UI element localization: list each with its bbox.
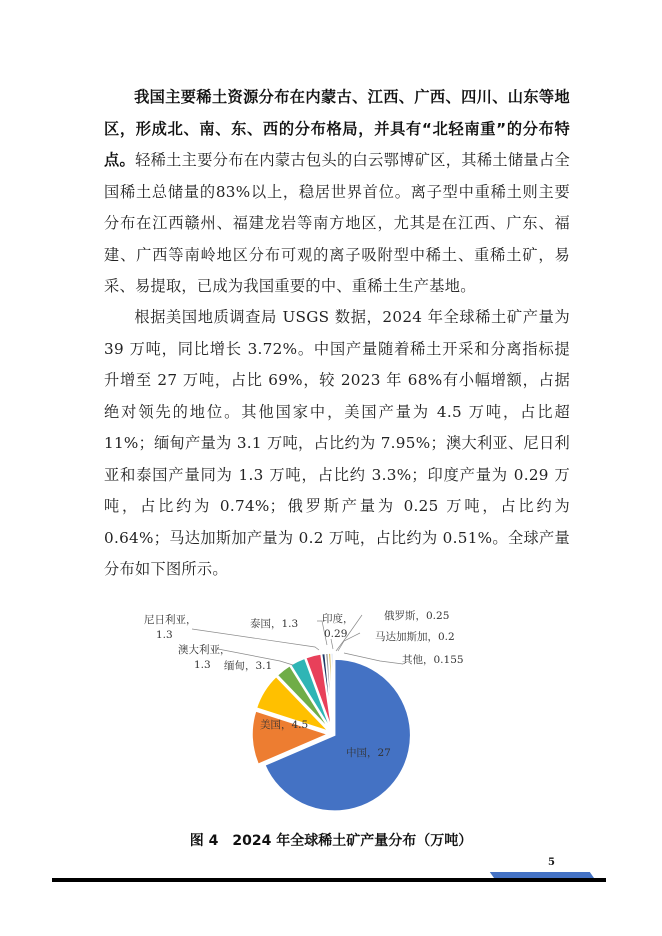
label-nigeria-value: 1.3 [156,629,173,641]
footer-rule [52,878,606,882]
paragraph-global-production [104,302,570,586]
label-usa: 美国，4.5 [260,719,309,731]
paragraph-lead-bold: 我国主要稀土资源分布在内蒙古、江西、广西、四川、山东等地区，形成北、南、东、西的分布格局，并具有“北轻南重”的分布特点。 [104,88,570,169]
paragraph-body: 轻稀土主要分布在内蒙古包头的白云鄂博矿区，其稀土储量占全国稀土总储量的83%以上，稳居世界首位。离子型中重稀土则主要分布在江西赣州、福建龙岩等南方地区，尤其是在江西、广东、福建、广西等南岭地区分布可观的离子吸附型中稀土、重稀土矿，易采、易提取，已成为我国重要的中、重稀土生产基地。 [104,151,570,295]
label-russia: 俄罗斯，0.25 [384,610,450,622]
label-thailand: 泰国，1.3 [250,618,299,630]
pie-chart [130,605,490,820]
label-others: 其他，0.155 [402,654,464,666]
pie-chart-svg [130,605,490,820]
label-australia: 澳大利亚， [178,644,231,656]
figure-caption: 图 4 2024 年全球稀土矿产量分布（万吨） [189,833,473,849]
paragraph-body: 根据美国地质调查局 USGS 数据，2024 年全球稀土矿产量为 39 万吨，同比增长 3.72%。中国产量随着稀土开采和分离指标提升增至 27 万吨，占比 69%，较 2023 年 68%有小幅增额，占据绝对领先的地位。其他国家中，美国产量为 4.5 万吨，占比超 11%；缅甸产量为 3.1 万吨，占比约为 7.95%；澳大利亚、尼日利亚和泰国产量同为 1.3 万吨，占比约 3.3%；印度产量为 0.29 万吨，占比约为 0.74%；俄罗斯产量为 0.25 万吨，占比约为 0.64%；马达加斯加产量为 0.2 万吨，占比约为 0.51%。全球产量分布如下图所示。 [104,308,570,578]
paragraph-rare-earth-distribution [104,82,570,303]
label-india: 印度， [322,613,354,625]
label-australia-value: 1.3 [194,659,211,671]
page-number: 5 [548,857,555,868]
label-nigeria: 尼日利亚， [144,614,197,626]
label-india-value: 0.29 [324,628,348,640]
label-china: 中国，27 [346,747,391,759]
pie-slices [252,653,411,811]
label-madagascar: 马达加斯加，0.2 [375,631,455,643]
label-myanmar: 缅甸，3.1 [224,660,273,672]
